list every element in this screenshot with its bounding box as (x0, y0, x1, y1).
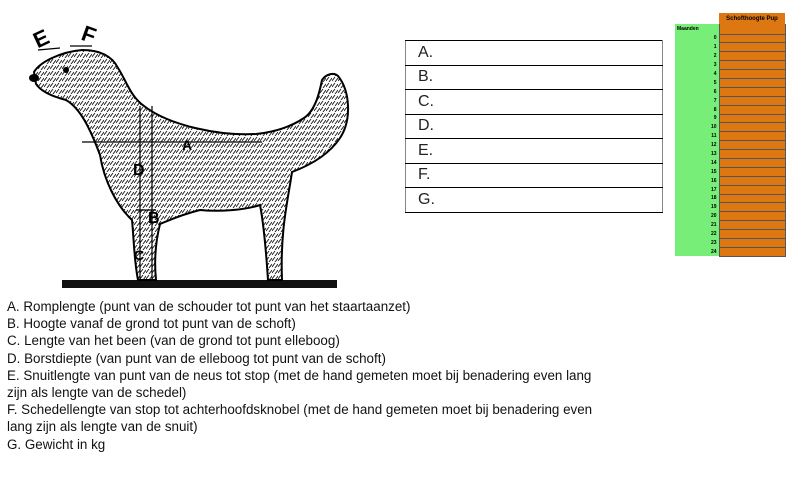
growth-table-rows (675, 34, 785, 256)
growth-table-corner (675, 13, 719, 24)
growth-table-cell[interactable] (719, 194, 785, 203)
form-row-label: D. (406, 114, 663, 139)
month-label: 17 (675, 185, 719, 194)
form-row-label: F. (406, 163, 663, 188)
growth-table-row (675, 150, 785, 159)
dog-body (34, 50, 348, 280)
growth-table-row (675, 212, 785, 221)
growth-table-cell[interactable] (719, 61, 785, 70)
month-label: 12 (675, 141, 719, 150)
month-label: 1 (675, 43, 719, 52)
label-d: D (133, 162, 145, 179)
month-label: 7 (675, 96, 719, 105)
month-label: 6 (675, 87, 719, 96)
growth-table-row (675, 96, 785, 105)
legend-line-f-cont: lang zijn als lengte van de snuit) (7, 419, 198, 435)
month-label: 23 (675, 238, 719, 247)
ground-bar (62, 280, 337, 288)
form-row[interactable] (406, 139, 663, 164)
form-row[interactable] (406, 114, 663, 139)
dog-nose (29, 74, 39, 82)
legend-line-e-cont: zijn als lengte van de schedel) (7, 385, 187, 401)
legend-text (7, 298, 707, 453)
month-label: 14 (675, 158, 719, 167)
legend-line-a: A. Romplengte (punt van de schouder tot punt van het staartaanzet) (7, 299, 411, 314)
form-row-label: B. (406, 65, 663, 90)
form-row[interactable] (406, 41, 663, 66)
growth-table-cell[interactable] (719, 185, 785, 194)
growth-table-row-header: Maanden (675, 24, 719, 34)
growth-table-cell[interactable] (719, 150, 785, 159)
month-label: 8 (675, 105, 719, 114)
growth-table-cell[interactable] (719, 132, 785, 141)
growth-table-row (675, 221, 785, 230)
growth-table-cell[interactable] (719, 70, 785, 79)
month-label: 4 (675, 70, 719, 79)
form-row-label: E. (406, 139, 663, 164)
form-row[interactable] (406, 163, 663, 188)
growth-table-row (675, 87, 785, 96)
month-label: 15 (675, 167, 719, 176)
month-label: 24 (675, 247, 719, 256)
growth-table-cell[interactable] (719, 167, 785, 176)
legend-line-b: B. Hoogte vanaf de grond tot punt van de schoft) (7, 316, 296, 332)
label-f: F (78, 20, 100, 49)
growth-table-cell[interactable] (719, 105, 785, 114)
form-row[interactable] (406, 65, 663, 90)
growth-table-cell[interactable] (719, 34, 785, 43)
growth-table-cell[interactable] (719, 78, 785, 87)
growth-table-row (675, 141, 785, 150)
growth-table-cell[interactable] (719, 203, 785, 212)
growth-table-row (675, 230, 785, 239)
growth-table-cell[interactable] (719, 158, 785, 167)
growth-table-cell[interactable] (719, 52, 785, 61)
month-label: 5 (675, 78, 719, 87)
growth-table-row (675, 238, 785, 247)
growth-table-cell[interactable] (719, 96, 785, 105)
growth-table-row (675, 43, 785, 52)
growth-table-cell[interactable] (719, 87, 785, 96)
month-label: 3 (675, 61, 719, 70)
dog-measurement-diagram (20, 10, 350, 295)
legend-line-c: C. Lengte van het been (van de grond tot punt elleboog) (7, 333, 340, 349)
month-label: 2 (675, 52, 719, 61)
form-row[interactable] (406, 90, 663, 115)
form-row-label: A. (406, 41, 663, 66)
growth-table-row (675, 52, 785, 61)
month-label: 0 (675, 34, 719, 43)
month-label: 19 (675, 203, 719, 212)
growth-table-row (675, 61, 785, 70)
growth-table-row (675, 167, 785, 176)
growth-table-cell[interactable] (719, 221, 785, 230)
label-b: B (148, 210, 160, 227)
form-row-label: C. (406, 90, 663, 115)
growth-table-cell[interactable] (719, 176, 785, 185)
form-row-label: G. (406, 188, 663, 213)
growth-table-cell[interactable] (719, 114, 785, 123)
month-label: 13 (675, 150, 719, 159)
growth-table-cell[interactable] (719, 123, 785, 132)
growth-table-row (675, 176, 785, 185)
growth-table-row (675, 132, 785, 141)
dog-eye (63, 67, 69, 73)
growth-table-header: Schofthoogte Pup (719, 13, 785, 24)
growth-table-row (675, 185, 785, 194)
label-c: C (134, 247, 145, 263)
growth-table-row (675, 247, 785, 256)
month-label: 18 (675, 194, 719, 203)
growth-table-row (675, 158, 785, 167)
form-row[interactable] (406, 188, 663, 213)
growth-table-row (675, 105, 785, 114)
growth-table-row (675, 70, 785, 79)
growth-table-row (675, 78, 785, 87)
legend-line-f: F. Schedellengte van stop tot achterhoofdsknobel (met de hand gemeten moet bij benadering even (7, 402, 593, 418)
month-label: 11 (675, 132, 719, 141)
legend-line-d: D. Borstdiepte (van punt van de elleboog tot punt van de schoft) (7, 350, 386, 366)
month-label: 16 (675, 176, 719, 185)
growth-table-cell[interactable] (719, 230, 785, 239)
month-label: 21 (675, 221, 719, 230)
measurement-form (405, 40, 663, 213)
growth-table-row (675, 123, 785, 132)
label-e: E (29, 24, 54, 53)
growth-table-row (675, 34, 785, 43)
growth-table-row (675, 114, 785, 123)
growth-table-cell[interactable] (719, 141, 785, 150)
legend-line-g: G. Gewicht in kg (7, 436, 106, 452)
legend-line-e: E. Snuitlengte van punt van de neus tot stop (met de hand gemeten moet bij benadering even lang (7, 367, 592, 383)
month-label: 22 (675, 230, 719, 239)
growth-table-cell[interactable] (719, 238, 785, 247)
growth-table-row (675, 194, 785, 203)
growth-table-cell[interactable] (719, 247, 785, 256)
month-label: 10 (675, 123, 719, 132)
growth-table-cell[interactable] (719, 24, 785, 34)
growth-table (675, 13, 786, 257)
growth-table-row (675, 203, 785, 212)
growth-table-cell[interactable] (719, 212, 785, 221)
month-label: 9 (675, 114, 719, 123)
label-a: A (182, 137, 193, 153)
growth-table-cell[interactable] (719, 43, 785, 52)
month-label: 20 (675, 212, 719, 221)
